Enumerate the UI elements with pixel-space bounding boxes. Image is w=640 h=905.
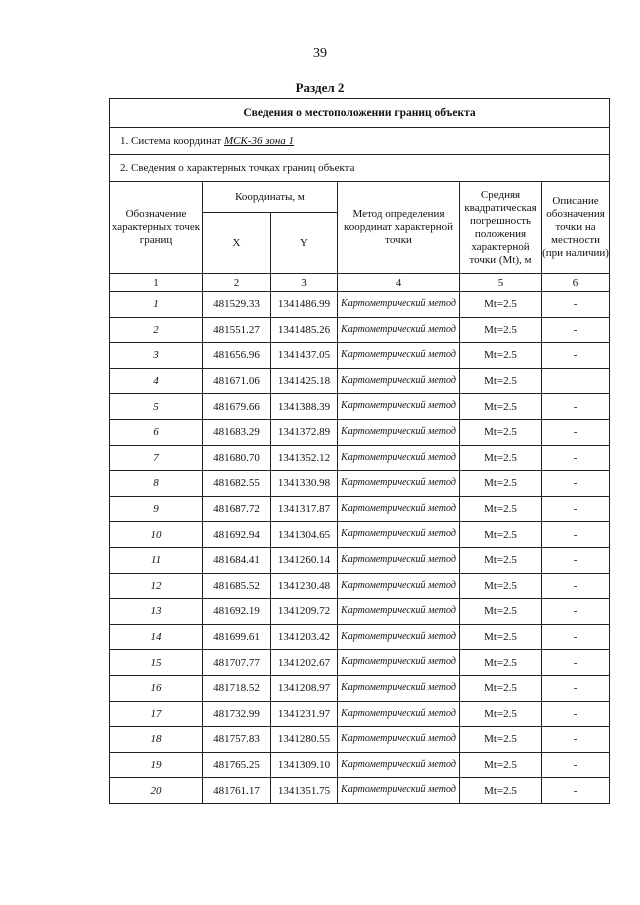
column-numbers-row (110, 274, 610, 292)
point-number: 7 (110, 445, 203, 471)
table-row (110, 547, 610, 573)
coord-x: 481692.94 (203, 522, 271, 548)
table-row (110, 317, 610, 343)
point-number: 3 (110, 343, 203, 369)
accuracy-cell: Mt=2.5 (460, 368, 542, 394)
coord-y: 1341203.42 (271, 624, 338, 650)
point-number: 6 (110, 419, 203, 445)
accuracy-cell: Mt=2.5 (460, 394, 542, 420)
table-row (110, 675, 610, 701)
point-number: 1 (110, 292, 203, 318)
column-number: 2 (203, 274, 271, 292)
coord-x: 481757.83 (203, 727, 271, 753)
coord-y: 1341330.98 (271, 471, 338, 497)
accuracy-cell: Mt=2.5 (460, 496, 542, 522)
coord-y: 1341230.48 (271, 573, 338, 599)
accuracy-cell: Mt=2.5 (460, 727, 542, 753)
description-cell: - (542, 752, 610, 778)
method-cell: Картометрический метод (338, 547, 460, 573)
accuracy-cell: Mt=2.5 (460, 522, 542, 548)
coord-x: 481682.55 (203, 471, 271, 497)
accuracy-cell: Mt=2.5 (460, 650, 542, 676)
method-cell: Картометрический метод (338, 496, 460, 522)
coord-y: 1341351.75 (271, 778, 338, 804)
method-cell: Картометрический метод (338, 419, 460, 445)
accuracy-cell: Mt=2.5 (460, 573, 542, 599)
description-cell: - (542, 445, 610, 471)
point-number: 4 (110, 368, 203, 394)
header-method: Метод определения координат характерной точки (338, 182, 460, 274)
coord-y: 1341486.99 (271, 292, 338, 318)
column-number: 4 (338, 274, 460, 292)
accuracy-cell: Mt=2.5 (460, 752, 542, 778)
header-description: Описание обозначения точки на местности (при наличии) (542, 182, 610, 274)
accuracy-cell: Mt=2.5 (460, 445, 542, 471)
table-row (110, 522, 610, 548)
method-cell: Картометрический метод (338, 701, 460, 727)
point-number: 12 (110, 573, 203, 599)
header-y: Y (271, 213, 338, 274)
coord-y: 1341485.26 (271, 317, 338, 343)
column-number: 1 (110, 274, 203, 292)
point-number: 18 (110, 727, 203, 753)
description-cell (542, 368, 610, 394)
method-cell: Картометрический метод (338, 727, 460, 753)
method-cell: Картометрический метод (338, 471, 460, 497)
table-row (110, 496, 610, 522)
header-x: X (203, 213, 271, 274)
accuracy-cell: Mt=2.5 (460, 599, 542, 625)
description-cell: - (542, 573, 610, 599)
description-cell: - (542, 701, 610, 727)
point-number: 14 (110, 624, 203, 650)
boundary-points-table (109, 98, 610, 804)
coord-y: 1341388.39 (271, 394, 338, 420)
coord-x: 481529.33 (203, 292, 271, 318)
coord-y: 1341202.67 (271, 650, 338, 676)
coord-x: 481707.77 (203, 650, 271, 676)
accuracy-cell: Mt=2.5 (460, 701, 542, 727)
coord-y: 1341372.89 (271, 419, 338, 445)
accuracy-cell: Mt=2.5 (460, 547, 542, 573)
point-number: 2 (110, 317, 203, 343)
table-row (110, 292, 610, 318)
column-number: 5 (460, 274, 542, 292)
coord-x: 481761.17 (203, 778, 271, 804)
point-number: 8 (110, 471, 203, 497)
table-row (110, 752, 610, 778)
coord-x: 481551.27 (203, 317, 271, 343)
coord-x: 481732.99 (203, 701, 271, 727)
method-cell: Картометрический метод (338, 650, 460, 676)
coord-y: 1341231.97 (271, 701, 338, 727)
description-cell: - (542, 599, 610, 625)
coord-x: 481671.06 (203, 368, 271, 394)
coord-x: 481692.19 (203, 599, 271, 625)
method-cell: Картометрический метод (338, 343, 460, 369)
header-point-designation: Обозначение характерных точек границ (110, 182, 203, 274)
method-cell: Картометрический метод (338, 624, 460, 650)
point-number: 10 (110, 522, 203, 548)
accuracy-cell: Mt=2.5 (460, 624, 542, 650)
points-heading: 2. Сведения о характерных точках границ объекта (110, 155, 610, 182)
accuracy-cell: Mt=2.5 (460, 292, 542, 318)
description-cell: - (542, 394, 610, 420)
point-number: 20 (110, 778, 203, 804)
description-cell: - (542, 317, 610, 343)
point-number: 15 (110, 650, 203, 676)
method-cell: Картометрический метод (338, 675, 460, 701)
coord-x: 481718.52 (203, 675, 271, 701)
coord-y: 1341280.55 (271, 727, 338, 753)
page-number: 39 (313, 46, 327, 61)
table-row (110, 471, 610, 497)
coord-y: 1341260.14 (271, 547, 338, 573)
coord-system-label: 1. Система координат (120, 135, 224, 147)
table-row (110, 394, 610, 420)
coord-y: 1341352.12 (271, 445, 338, 471)
accuracy-cell: Mt=2.5 (460, 675, 542, 701)
description-cell: - (542, 522, 610, 548)
description-cell: - (542, 343, 610, 369)
coord-y: 1341304.65 (271, 522, 338, 548)
method-cell: Картометрический метод (338, 317, 460, 343)
coord-x: 481683.29 (203, 419, 271, 445)
point-number: 13 (110, 599, 203, 625)
method-cell: Картометрический метод (338, 599, 460, 625)
table-row (110, 778, 610, 804)
method-cell: Картометрический метод (338, 292, 460, 318)
method-cell: Картометрический метод (338, 573, 460, 599)
coord-x: 481656.96 (203, 343, 271, 369)
coord-y: 1341317.87 (271, 496, 338, 522)
coord-y: 1341437.05 (271, 343, 338, 369)
point-number: 9 (110, 496, 203, 522)
coord-x: 481687.72 (203, 496, 271, 522)
method-cell: Картометрический метод (338, 394, 460, 420)
table-row (110, 624, 610, 650)
table-row (110, 727, 610, 753)
description-cell: - (542, 778, 610, 804)
table-row (110, 701, 610, 727)
table-row (110, 599, 610, 625)
table-row (110, 419, 610, 445)
description-cell: - (542, 496, 610, 522)
coord-x: 481685.52 (203, 573, 271, 599)
header-accuracy: Средняя квадратическая погрешность положения характерной точки (Mt), м (460, 182, 542, 274)
coord-x: 481765.25 (203, 752, 271, 778)
point-number: 5 (110, 394, 203, 420)
point-number: 17 (110, 701, 203, 727)
point-number: 19 (110, 752, 203, 778)
coord-y: 1341208.97 (271, 675, 338, 701)
table-row (110, 368, 610, 394)
description-cell: - (542, 292, 610, 318)
method-cell: Картометрический метод (338, 368, 460, 394)
method-cell: Картометрический метод (338, 778, 460, 804)
table-row (110, 573, 610, 599)
table-row (110, 650, 610, 676)
coord-y: 1341309.10 (271, 752, 338, 778)
coord-system-row (110, 128, 610, 155)
accuracy-cell: Mt=2.5 (460, 317, 542, 343)
point-number: 16 (110, 675, 203, 701)
column-number: 3 (271, 274, 338, 292)
description-cell: - (542, 675, 610, 701)
coord-y: 1341209.72 (271, 599, 338, 625)
coord-x: 481679.66 (203, 394, 271, 420)
coord-x: 481684.41 (203, 547, 271, 573)
coord-y: 1341425.18 (271, 368, 338, 394)
table-row (110, 343, 610, 369)
column-number: 6 (542, 274, 610, 292)
table-title: Сведения о местоположении границ объекта (110, 99, 610, 128)
accuracy-cell: Mt=2.5 (460, 419, 542, 445)
description-cell: - (542, 650, 610, 676)
table-body (110, 292, 610, 804)
coord-system-value: МСК-36 зона 1 (223, 135, 295, 147)
accuracy-cell: Mt=2.5 (460, 343, 542, 369)
description-cell: - (542, 471, 610, 497)
coord-x: 481699.61 (203, 624, 271, 650)
accuracy-cell: Mt=2.5 (460, 778, 542, 804)
method-cell: Картометрический метод (338, 752, 460, 778)
table-row (110, 445, 610, 471)
method-cell: Картометрический метод (338, 522, 460, 548)
description-cell: - (542, 727, 610, 753)
description-cell: - (542, 624, 610, 650)
description-cell: - (542, 419, 610, 445)
point-number: 11 (110, 547, 203, 573)
coord-x: 481680.70 (203, 445, 271, 471)
description-cell: - (542, 547, 610, 573)
header-coordinates: Координаты, м (203, 182, 338, 213)
section-title: Раздел 2 (295, 80, 345, 95)
accuracy-cell: Mt=2.5 (460, 471, 542, 497)
method-cell: Картометрический метод (338, 445, 460, 471)
